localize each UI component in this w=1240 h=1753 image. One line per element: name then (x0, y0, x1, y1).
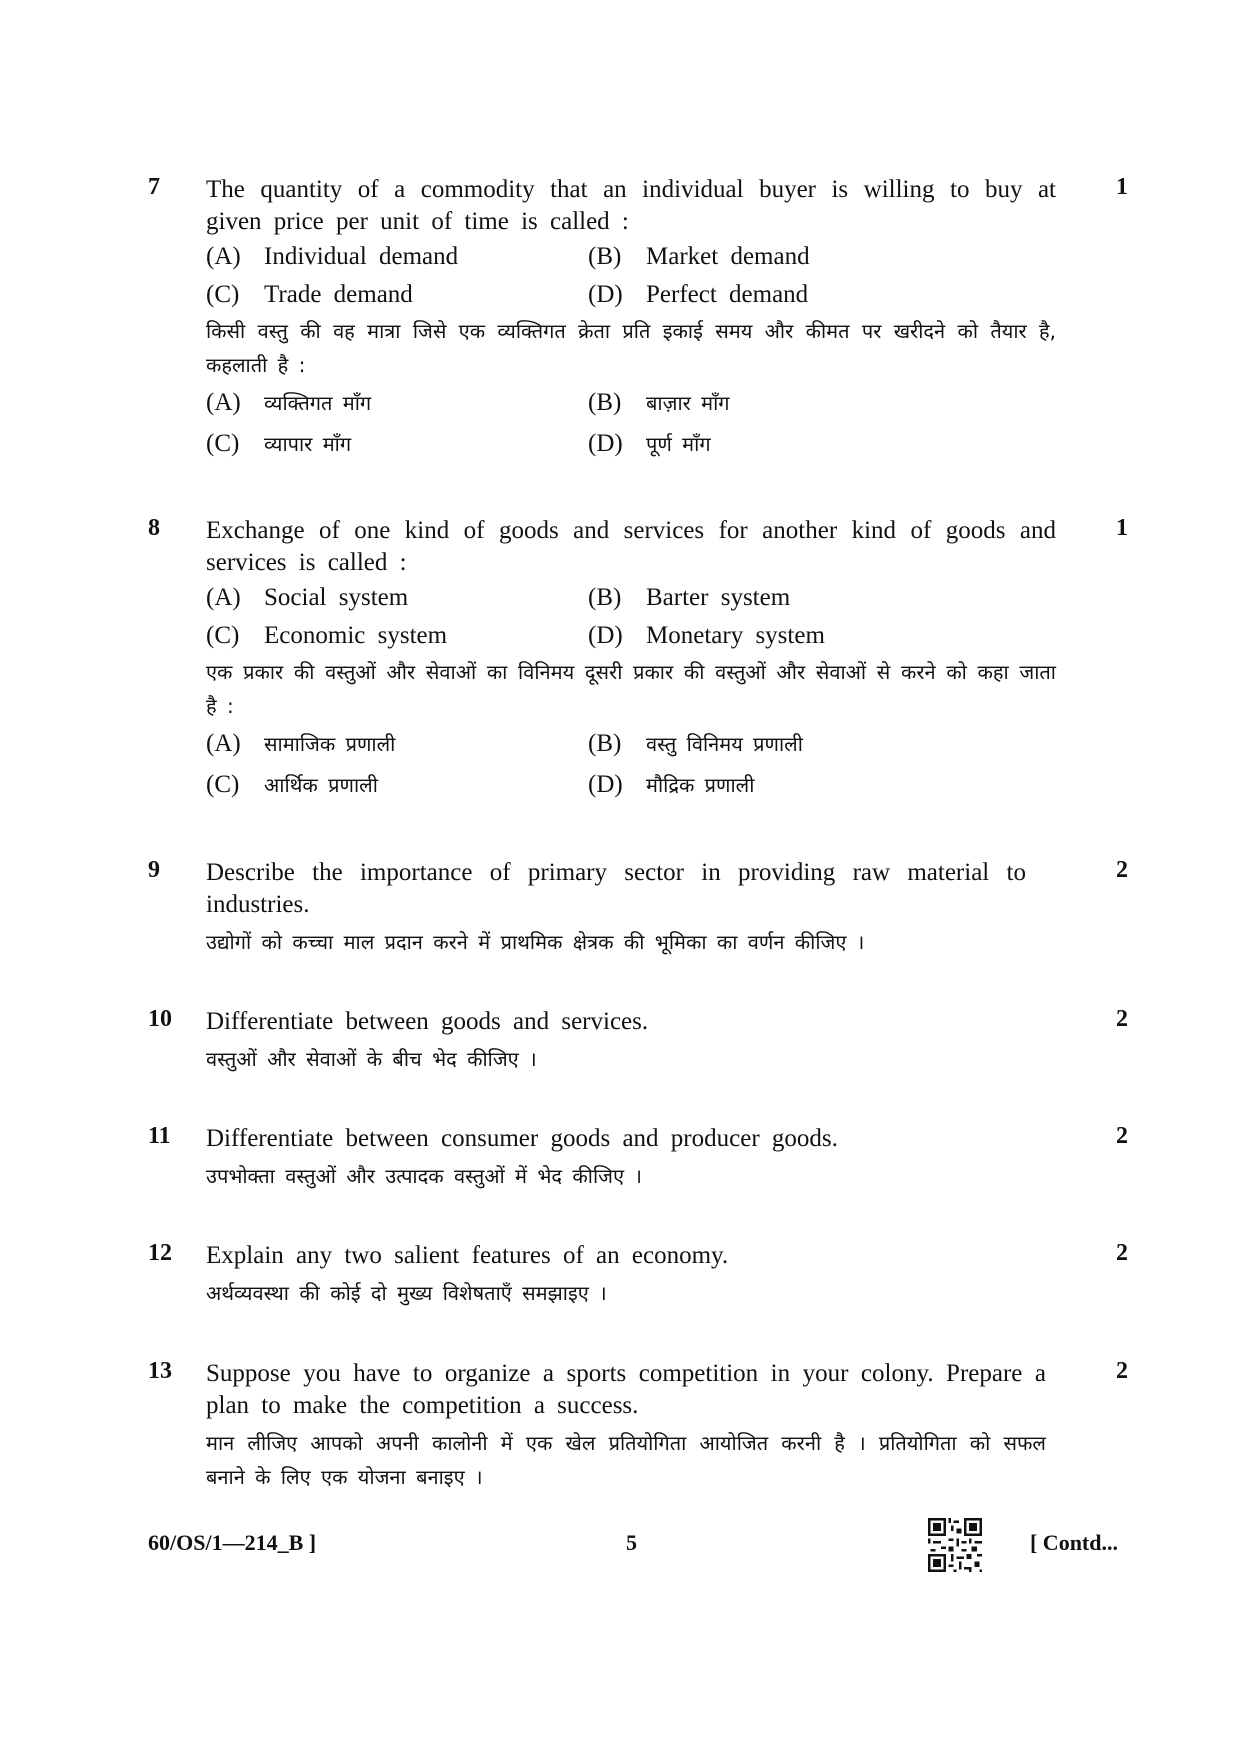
question-number: 8 (148, 515, 160, 541)
question-text-hindi: उपभोक्ता वस्तुओं और उत्पादक वस्तुओं में भेद कीजिए । (206, 1164, 642, 1188)
option-c-hindi: (C) व्यापार माँग (206, 430, 352, 457)
option-b-hindi: (B) वस्तु विनिमय प्रणाली (588, 730, 803, 757)
question-number: 11 (148, 1123, 171, 1149)
option-a: (A) Social system (206, 584, 409, 611)
question-text-hindi: अर्थव्यवस्था की कोई दो मुख्य विशेषताएँ समझाइए । (206, 1281, 607, 1305)
options-hindi (206, 382, 1056, 464)
question-number: 7 (148, 174, 160, 200)
options-english (206, 238, 1056, 314)
option-b: (B) Market demand (588, 243, 810, 270)
option-d: (D) Monetary system (588, 622, 825, 649)
option-c: (C) Trade demand (206, 281, 413, 308)
question-text-hindi: किसी वस्तु की वह मात्रा जिसे एक व्यक्तिगत क्रेता प्रति इकाई समय और कीमत पर खरीदने को तैयार है, कहलाती है : (206, 319, 1056, 377)
question-number: 12 (148, 1240, 172, 1266)
options-english (206, 579, 1056, 655)
option-a-hindi: (A) सामाजिक प्रणाली (206, 730, 396, 757)
question-text-english: Suppose you have to organize a sports competition in your colony. Prepare a plan to make the competition a success. (206, 1360, 1046, 1419)
option-b-hindi: (B) बाज़ार माँग (588, 389, 730, 416)
question-marks: 2 (1116, 1240, 1128, 1266)
question-text-hindi: वस्तुओं और सेवाओं के बीच भेद कीजिए । (206, 1047, 537, 1071)
option-d-hindi: (D) मौद्रिक प्रणाली (588, 771, 755, 798)
question-text-english: The quantity of a commodity that an individual buyer is willing to buy at given price per unit of time is called : (206, 176, 1056, 235)
paper-code: 60/OS/1—214_B ] (148, 1530, 317, 1555)
question-marks: 2 (1116, 1006, 1128, 1032)
page-footer (148, 1530, 1118, 1570)
page-number: 5 (626, 1530, 637, 1555)
option-a-hindi: (A) व्यक्तिगत माँग (206, 389, 372, 416)
option-d-hindi: (D) पूर्ण माँग (588, 430, 711, 457)
question-number: 9 (148, 857, 160, 883)
question-text-english: Describe the importance of primary sector in providing raw material to industries. (206, 859, 1026, 918)
question-number: 13 (148, 1358, 172, 1384)
question-marks: 1 (1116, 515, 1128, 541)
question-text-hindi: एक प्रकार की वस्तुओं और सेवाओं का विनिमय दूसरी प्रकार की वस्तुओं और सेवाओं से करने को कहा जाता है : (206, 660, 1056, 718)
question-text-english: Exchange of one kind of goods and services for another kind of goods and services is called : (206, 517, 1056, 576)
continued-label: [ Contd... (1029, 1530, 1118, 1555)
option-d: (D) Perfect demand (588, 281, 809, 308)
question-marks: 2 (1116, 1358, 1128, 1384)
question-marks: 1 (1116, 174, 1128, 200)
qr-code-icon (928, 1518, 982, 1572)
option-c-hindi: (C) आर्थिक प्रणाली (206, 771, 378, 798)
question-text-english: Differentiate between consumer goods and producer goods. (206, 1125, 838, 1152)
options-hindi (206, 723, 1056, 805)
question-text-english: Differentiate between goods and services. (206, 1008, 649, 1035)
question-text-english: Explain any two salient features of an economy. (206, 1242, 729, 1269)
option-b: (B) Barter system (588, 584, 791, 611)
option-c: (C) Economic system (206, 622, 448, 649)
question-marks: 2 (1116, 1123, 1128, 1149)
option-a: (A) Individual demand (206, 243, 459, 270)
question-text-hindi: उद्योगों को कच्चा माल प्रदान करने में प्राथमिक क्षेत्रक की भूमिका का वर्णन कीजिए । (206, 930, 865, 954)
question-marks: 2 (1116, 857, 1128, 883)
question-number: 10 (148, 1006, 172, 1032)
question-text-hindi: मान लीजिए आपको अपनी कालोनी में एक खेल प्रतियोगिता आयोजित करनी है । प्रतियोगिता को सफल बनाने के लिए एक योजना बनाइए । (206, 1431, 1046, 1489)
